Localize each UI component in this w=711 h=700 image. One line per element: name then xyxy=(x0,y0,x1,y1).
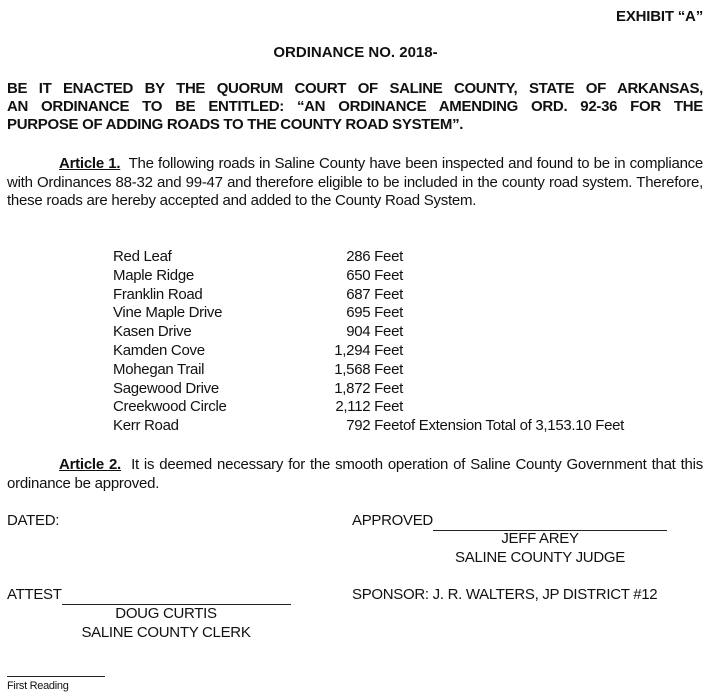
judge-title: SALINE COUNTY JUDGE xyxy=(455,549,625,566)
road-length: 695 Feet xyxy=(346,304,403,322)
road-name: Kerr Road xyxy=(113,417,179,435)
road-length: 1,294 Feet xyxy=(334,341,403,359)
road-name: Kasen Drive xyxy=(113,323,192,341)
road-row xyxy=(113,342,624,361)
judge-signature-line[interactable] xyxy=(433,512,667,531)
road-name: Creekwood Circle xyxy=(113,398,227,416)
road-name: Kamden Cove xyxy=(113,341,205,359)
clerk-title: SALINE COUNTY CLERK xyxy=(81,624,251,641)
approved-block xyxy=(352,512,667,531)
enactment-line-1: BE IT ENACTED BY THE QUORUM COURT OF SALINE COUNTY, STATE OF ARKANSAS, xyxy=(7,80,703,97)
road-list xyxy=(113,248,624,436)
road-length: 650 Feet xyxy=(346,266,403,284)
enactment-clause xyxy=(7,80,703,134)
sponsor-line: SPONSOR: J. R. WALTERS, JP DISTRICT #12 xyxy=(352,586,658,603)
road-name: Sagewood Drive xyxy=(113,379,219,397)
road-row xyxy=(113,267,624,286)
road-length: 2,112 Feet xyxy=(335,398,403,416)
first-reading-line xyxy=(7,676,105,677)
article-1 xyxy=(7,155,703,211)
road-row xyxy=(113,286,624,305)
road-row xyxy=(113,248,624,267)
road-row xyxy=(113,380,624,399)
article-1-text: The following roads in Saline County have been inspected and found to be in compliance with Ordinances 88-32 and 99-47 and therefore eligible to be included in the county road system. Therefore, these roads are hereby accepted and added to the County Road System. xyxy=(7,155,703,209)
first-reading-label: First Reading xyxy=(7,680,69,692)
article-2-text: It is deemed necessary for the smooth operation of Saline County Government that this ordinance be approved. xyxy=(7,456,703,492)
article-1-label: Article 1. xyxy=(59,155,121,172)
attest-block xyxy=(7,586,291,605)
road-length: 286 Feet xyxy=(346,248,403,265)
road-name: Franklin Road xyxy=(113,285,203,303)
ordinance-number: ORDINANCE NO. 2018- xyxy=(273,44,438,61)
road-name: Vine Maple Drive xyxy=(113,304,223,322)
road-length: 792 Feet xyxy=(346,417,403,435)
enactment-line-3: PURPOSE OF ADDING ROADS TO THE COUNTY ROAD SYSTEM”. xyxy=(7,116,464,133)
road-length: 687 Feet xyxy=(346,285,403,303)
article-2 xyxy=(7,456,703,493)
road-row xyxy=(113,398,624,417)
clerk-signature-line[interactable] xyxy=(62,586,291,605)
exhibit-label: EXHIBIT “A” xyxy=(616,8,703,25)
dated-label: DATED: xyxy=(7,512,60,529)
judge-name: JEFF AREY xyxy=(501,530,579,547)
article-2-label: Article 2. xyxy=(59,456,121,473)
road-length: 1,568 Feet xyxy=(334,360,403,378)
road-name: Maple Ridge xyxy=(113,266,194,284)
attest-label: ATTEST xyxy=(7,586,62,603)
road-row xyxy=(113,417,624,436)
road-extension-note: of Extension Total of 3,153.10 Feet xyxy=(403,417,625,435)
enactment-line-2: AN ORDINANCE TO BE ENTITLED: “AN ORDINANCE AMENDING ORD. 92-36 FOR THE xyxy=(7,98,703,115)
road-name: Red Leaf xyxy=(113,248,172,265)
road-length: 904 Feet xyxy=(346,323,403,341)
road-length: 1,872 Feet xyxy=(334,379,403,397)
approved-label: APPROVED xyxy=(352,512,433,529)
road-row xyxy=(113,323,624,342)
road-row xyxy=(113,361,624,380)
clerk-name: DOUG CURTIS xyxy=(115,605,217,622)
road-name: Mohegan Trail xyxy=(113,360,205,378)
road-row xyxy=(113,304,624,323)
